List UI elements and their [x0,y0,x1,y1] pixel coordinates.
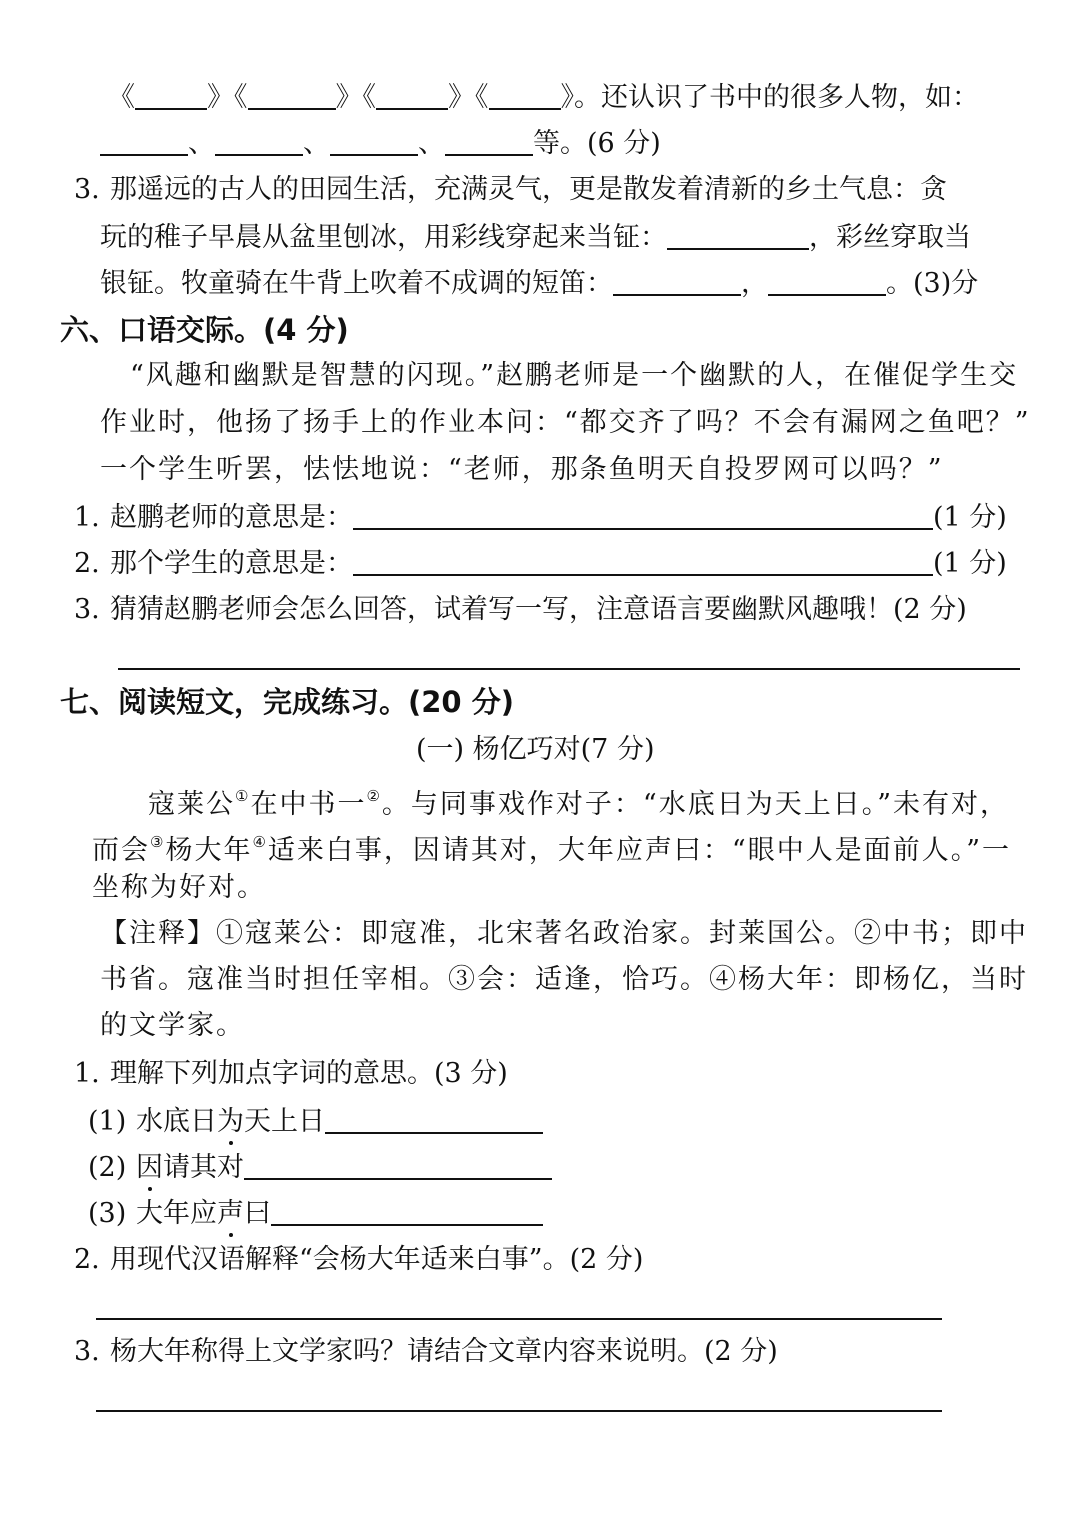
answer-blank[interactable] [100,128,188,156]
separator: 、 [188,128,215,159]
question-text: 银钲。牧童骑在牛背上吹着不成调的短笛： [100,268,613,299]
characters-line [100,126,661,162]
dotted-char: 因 [136,1152,163,1183]
book-bracket: 》《 [448,82,489,113]
passage-line2 [92,824,1011,869]
separator: 、 [418,128,445,159]
book-bracket: 》《 [207,82,248,113]
sec6-q1 [74,500,1020,536]
question-number: 1. [74,502,100,533]
answer-blank[interactable] [613,268,741,296]
answer-blank[interactable] [135,82,207,110]
footnote-mark: ② [366,787,382,805]
passage-text: 在中书一 [250,789,367,820]
answer-line[interactable] [118,668,1020,670]
item-text: 曰 [244,1198,271,1229]
notes-line2: 书省。寇准当时担任宰相。③会：适逢，恰巧。④杨大年：即杨亿，当时 [100,964,1028,995]
item-number: (2) [88,1152,127,1183]
question-text: 杨大年称得上文学家吗？请结合文章内容来说明。(2 分) [110,1336,778,1367]
footnote-mark: ④ [252,833,268,851]
score-text: (1 分) [933,548,1007,579]
question-number: 3. [74,174,100,205]
answer-blank[interactable] [330,128,418,156]
dialogue-paragraph-line3: 一个学生听罢，怯怯地说：“老师，那条鱼明天自投罗网可以吗？” [100,454,944,485]
answer-blank[interactable] [768,268,886,296]
item-number: (1) [88,1106,127,1137]
book-bracket: 《 [108,82,135,113]
item-number: (3) [88,1198,127,1229]
question-number: 2. [74,548,100,579]
answer-blank[interactable] [244,1152,552,1180]
q3-line3 [100,266,978,302]
passage-text: 而会 [92,835,150,866]
question-text: ，彩丝穿取当 [809,222,971,253]
sec7-q1 [74,1056,508,1092]
dialogue-paragraph-line2: 作业时，他扬了扬手上的作业本问：“都交齐了吗？不会有漏网之鱼吧？” [100,407,1031,438]
sec7-q1-item2 [88,1150,552,1186]
question-number: 3. [74,594,100,625]
footnote-mark: ③ [150,833,166,851]
section6-title: 六、口语交际。(4 分) [60,313,349,347]
score-text: (1 分) [933,502,1007,533]
sec7-q2 [74,1242,643,1278]
dialogue-paragraph-line1: “风趣和幽默是智慧的闪现。”赵鹏老师是一个幽默的人，在催促学生交 [130,360,1019,391]
passage-line1 [148,778,1009,823]
sec6-q2 [74,546,1020,582]
passage-text: 适来白事，因请其对，大年应声曰：“眼中人是面前人。”一 [267,835,1012,866]
answer-line[interactable] [96,1410,942,1412]
answer-blank[interactable] [489,82,561,110]
passage-line3: 坐称为好对。 [92,872,266,903]
notes-line3: 的文学家。 [100,1010,245,1041]
item-text: 大年应 [136,1198,217,1229]
sec7-q1-item1 [88,1104,543,1140]
notes-line1: 【注释】①寇莱公：即寇准，北宋著名政治家。封莱国公。②中书；即中 [100,918,1028,949]
q3-line1 [74,172,947,208]
passage-title: (一) 杨亿巧对(7 分) [416,734,655,765]
item-text: 天上日 [244,1106,325,1137]
passage-text: 寇莱公 [148,789,235,820]
section7-title: 七、阅读短文，完成练习。(20 分) [60,685,514,719]
question-text: 赵鹏老师的意思是： [110,502,353,533]
answer-blank[interactable] [271,1198,543,1226]
question-text: ， [741,268,768,299]
answer-blank[interactable] [353,502,933,530]
question-text: 猜猜赵鹏老师会怎么回答，试着写一写，注意语言要幽默风趣哦！(2 分) [110,594,967,625]
separator: 、 [303,128,330,159]
answer-blank[interactable] [376,82,448,110]
sec7-q1-item3 [88,1196,543,1232]
question-number: 1. [74,1058,100,1089]
answer-blank[interactable] [325,1106,543,1134]
question-text: 那遥远的古人的田园生活，充满灵气，更是散发着清新的乡土气息：贪 [110,174,947,205]
book-bracket: 》《 [335,82,376,113]
score-text: 等。(6 分) [533,128,661,159]
question-text: 玩的稚子早晨从盆里刨冰，用彩线穿起来当钲： [100,222,667,253]
question-text: 那个学生的意思是： [110,548,353,579]
question-text: 理解下列加点字词的意思。(3 分) [110,1058,508,1089]
answer-blank[interactable] [667,222,809,250]
item-text: 请其对 [163,1152,244,1183]
answer-blank[interactable] [248,82,336,110]
question-number: 2. [74,1244,100,1275]
question-number: 3. [74,1336,100,1367]
sec7-q3 [74,1334,778,1370]
answer-blank[interactable] [215,128,303,156]
item-text: 水底日 [136,1106,217,1137]
book-line-text: 》。还认识了书中的很多人物，如： [560,82,979,113]
sec6-q3 [74,592,967,628]
answer-blank[interactable] [353,548,933,576]
question-text: 用现代汉语解释“会杨大年适来白事”。(2 分) [110,1244,644,1275]
passage-text: 。与同事戏作对子：“水底日为天上日。”未有对， [381,789,1010,820]
passage-text: 杨大年 [165,835,253,866]
dotted-char: 声 [217,1198,244,1229]
score-text: 。(3)分 [886,268,979,299]
answer-blank[interactable] [445,128,533,156]
answer-line[interactable] [96,1318,942,1320]
footnote-mark: ① [235,787,251,805]
q3-line2 [100,220,971,256]
book-titles-line [108,80,979,116]
dotted-char: 为 [217,1106,244,1137]
